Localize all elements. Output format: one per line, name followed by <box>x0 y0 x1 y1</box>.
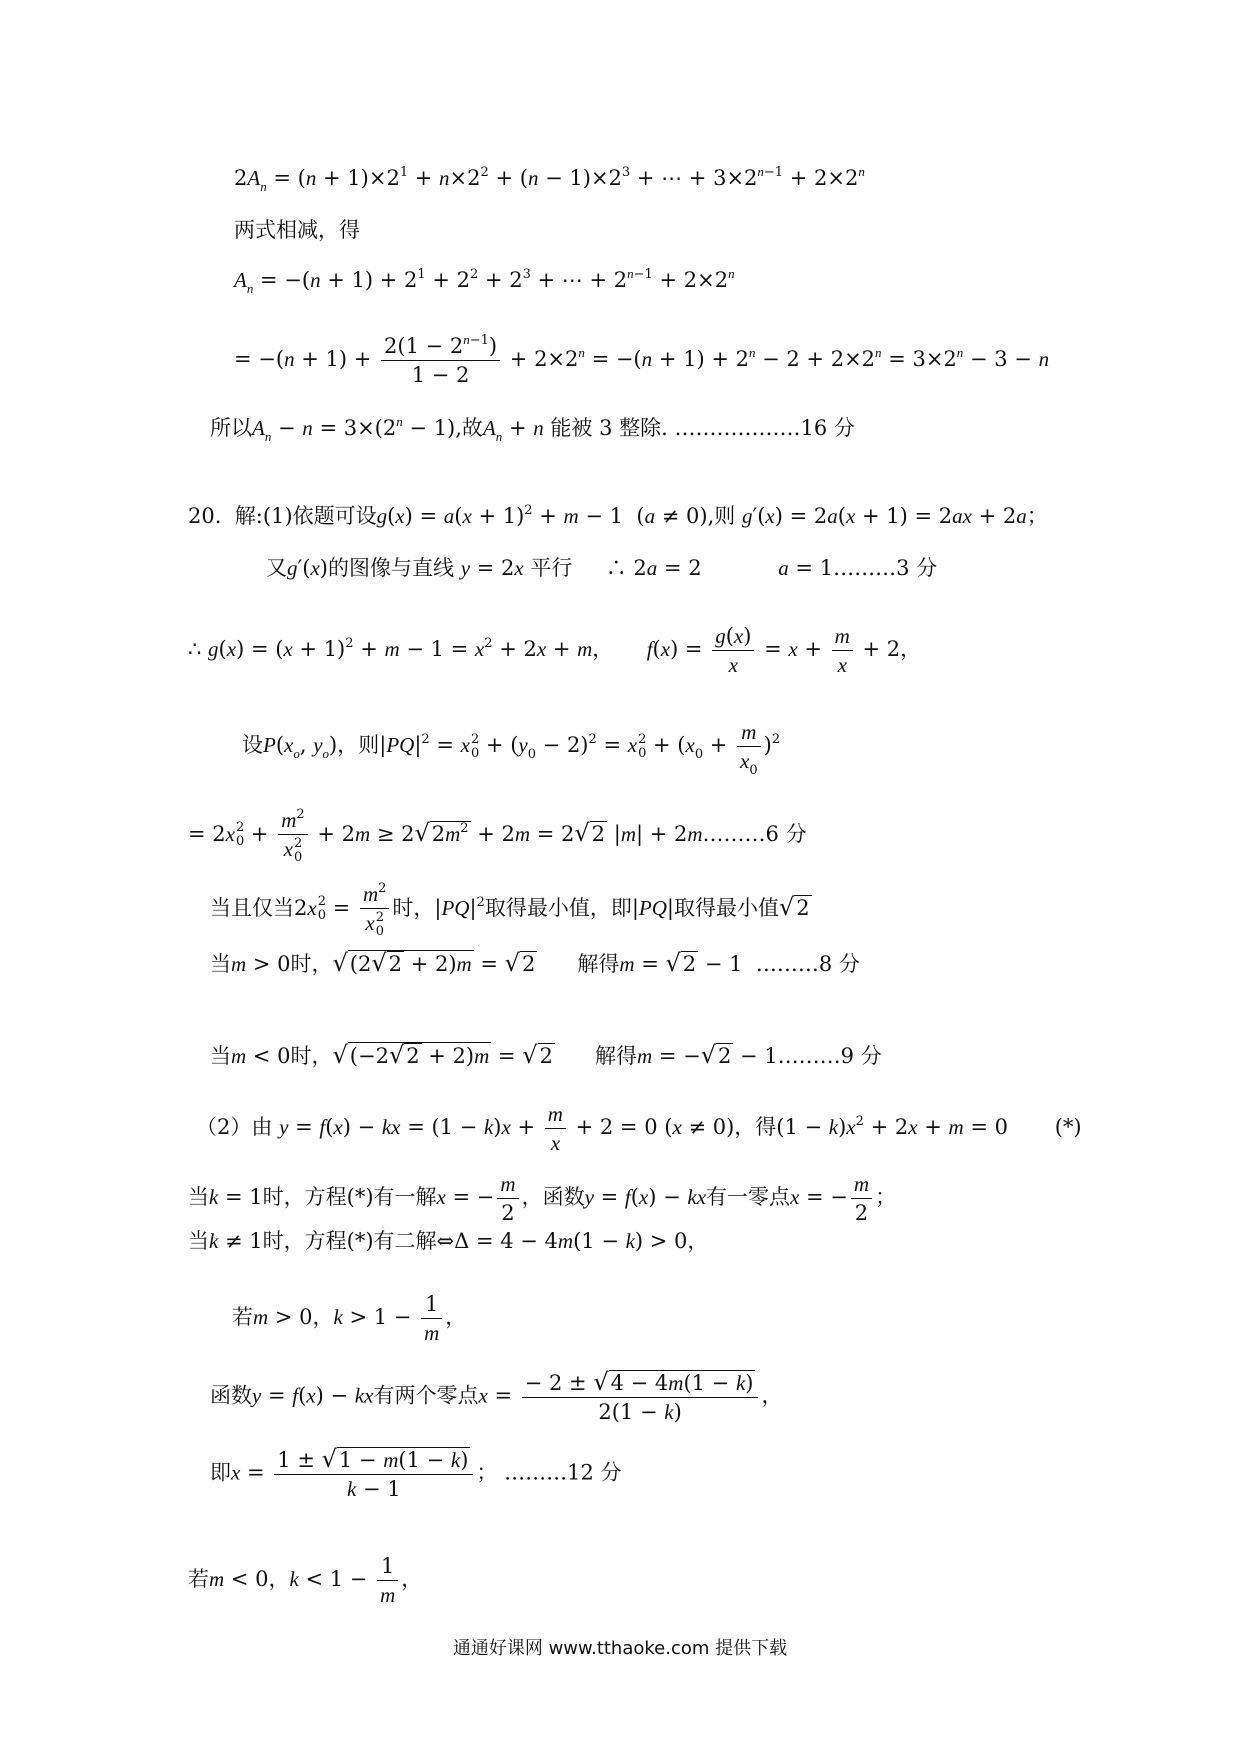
q20-m-positive: 当m > 0时，√(2√2 + 2)m = √2 解得m = √2 − 1 ………8 分 <box>210 949 860 977</box>
q20-two-zeros: 函数y = f(x) − kx有两个零点x = $\frac{- 2 \pm √4 - 4m(1 - k)}{2(1 - k)}$ ， <box>210 1368 783 1424</box>
score-12: ………12 分 <box>504 1460 622 1485</box>
q20-part2-intro: （2）由 y = f(x) − kx = (1 − k)x + $\frac{m}{x}$ + 2 = 0 (x ≠ 0)，得$(1 - k)x^2 + 2x + m = 0$ (*) <box>196 1102 1082 1155</box>
q20-inequality: = 2x 2 0 + $m^2$ x 2 0 + $2m \ge 2√2m^2 + 2m = 2√2$ |m| + 2m………6 分 <box>188 807 807 865</box>
q20-k-not-1: 当k ≠ 1时，方程(*)有二解⇔Δ = 4 − 4m(1 − k) > 0， <box>188 1229 709 1253</box>
q20-g-f-def: ∴ $g(x) = (x + 1)^2 + m - 1 = x^2 + 2x + m$， f(x) = $\frac{g(x)}{x}$ = x + $\frac{m}{x}$ + 2， <box>188 624 922 677</box>
q20-m-neg-k: 若m < 0，k < 1 − $\frac{1}{m}$ ， <box>188 1554 423 1607</box>
q20-m-negative: 当m < 0时，√(−2√2 + 2)m = √2 解得m = −√2 − 1………9 分 <box>210 1041 882 1069</box>
q20-equality-cond: 当且仅当2x 2 0 = $m^2$ x 2 0 时，$|PQ|^2$取得最小值，即|PQ|取得最小值√2 <box>210 881 810 939</box>
score-3: ………3 分 <box>833 556 938 580</box>
eq-An-sum: = −(n + 1) + $\frac{2(1 - 2^{n-1})}{1 - 2}$ + $2\times 2^n = -(n + 1) + 2^n - 2 + 2\times 2^n = 3\times 2^n - 3 - n$ <box>234 332 1050 387</box>
score-6: ………6 分 <box>702 821 807 846</box>
q20-m-pos-k: 若m > 0，k > 1 − $\frac{1}{m}$ ， <box>232 1292 467 1345</box>
q20-k-equals-1: 当k = 1时，方程(*)有一解x = − $\frac{m}{2}$ ，函数y = f(x) − kx有一零点x = − $\frac{m}{2}$ ； <box>188 1172 897 1225</box>
text-subtract: 两式相减，得 <box>234 218 360 242</box>
q20-parallel: 又g′(x)的图像与直线 y = 2x 平行 ∴ 2a = 2 a = 1………3 分 <box>266 556 938 580</box>
eq-2An-expansion: $2A_n = (n + 1)\times 2^1 + n\times 2^2 + (n - 1)\times 2^3$ + ⋯ + $3\times 2^{n-1} + 2\times 2^n$ <box>234 164 865 194</box>
eq-conclusion-16: 所以$A_n - n = 3\times(2^n - 1)$,故$A_n + n$ 能被 3 整除. ………………16 分 <box>210 414 855 444</box>
score-8: ………8 分 <box>755 952 860 976</box>
page-footer: 通通好课网 www.tthaoke.com 提供下载 <box>452 1638 788 1659</box>
eq-An-diff: $A_n = -(n + 1) + 2^1 + 2^2 + 2^3$ + ⋯ + $2^{n-1} + 2\times 2^n$ <box>234 266 735 296</box>
q20-zeros-simplified: 即x = $\frac{1 \pm √1 - m(1 - k)}{k - 1}$ ； ………12 分 <box>210 1445 622 1501</box>
score-16: ………………16 分 <box>674 416 855 440</box>
q20-PQ-squared: 设$P(x_o$, $y_o$)，则$|PQ|^2 = x$ 2 0 + $(y_0 - 2)^2 = x$ 2 0 + ($x_0$ + $\frac{m}{x_0}$ )$^2$ <box>242 720 781 778</box>
q20-part1-intro: 20. 解:(1)依题可设$g(x) = a(x + 1)^2 + m - 1$ (a ≠ 0),则 g′(x) = 2a(x + 1) = 2ax + 2a； <box>188 503 1048 528</box>
score-9: ………9 分 <box>777 1044 882 1068</box>
